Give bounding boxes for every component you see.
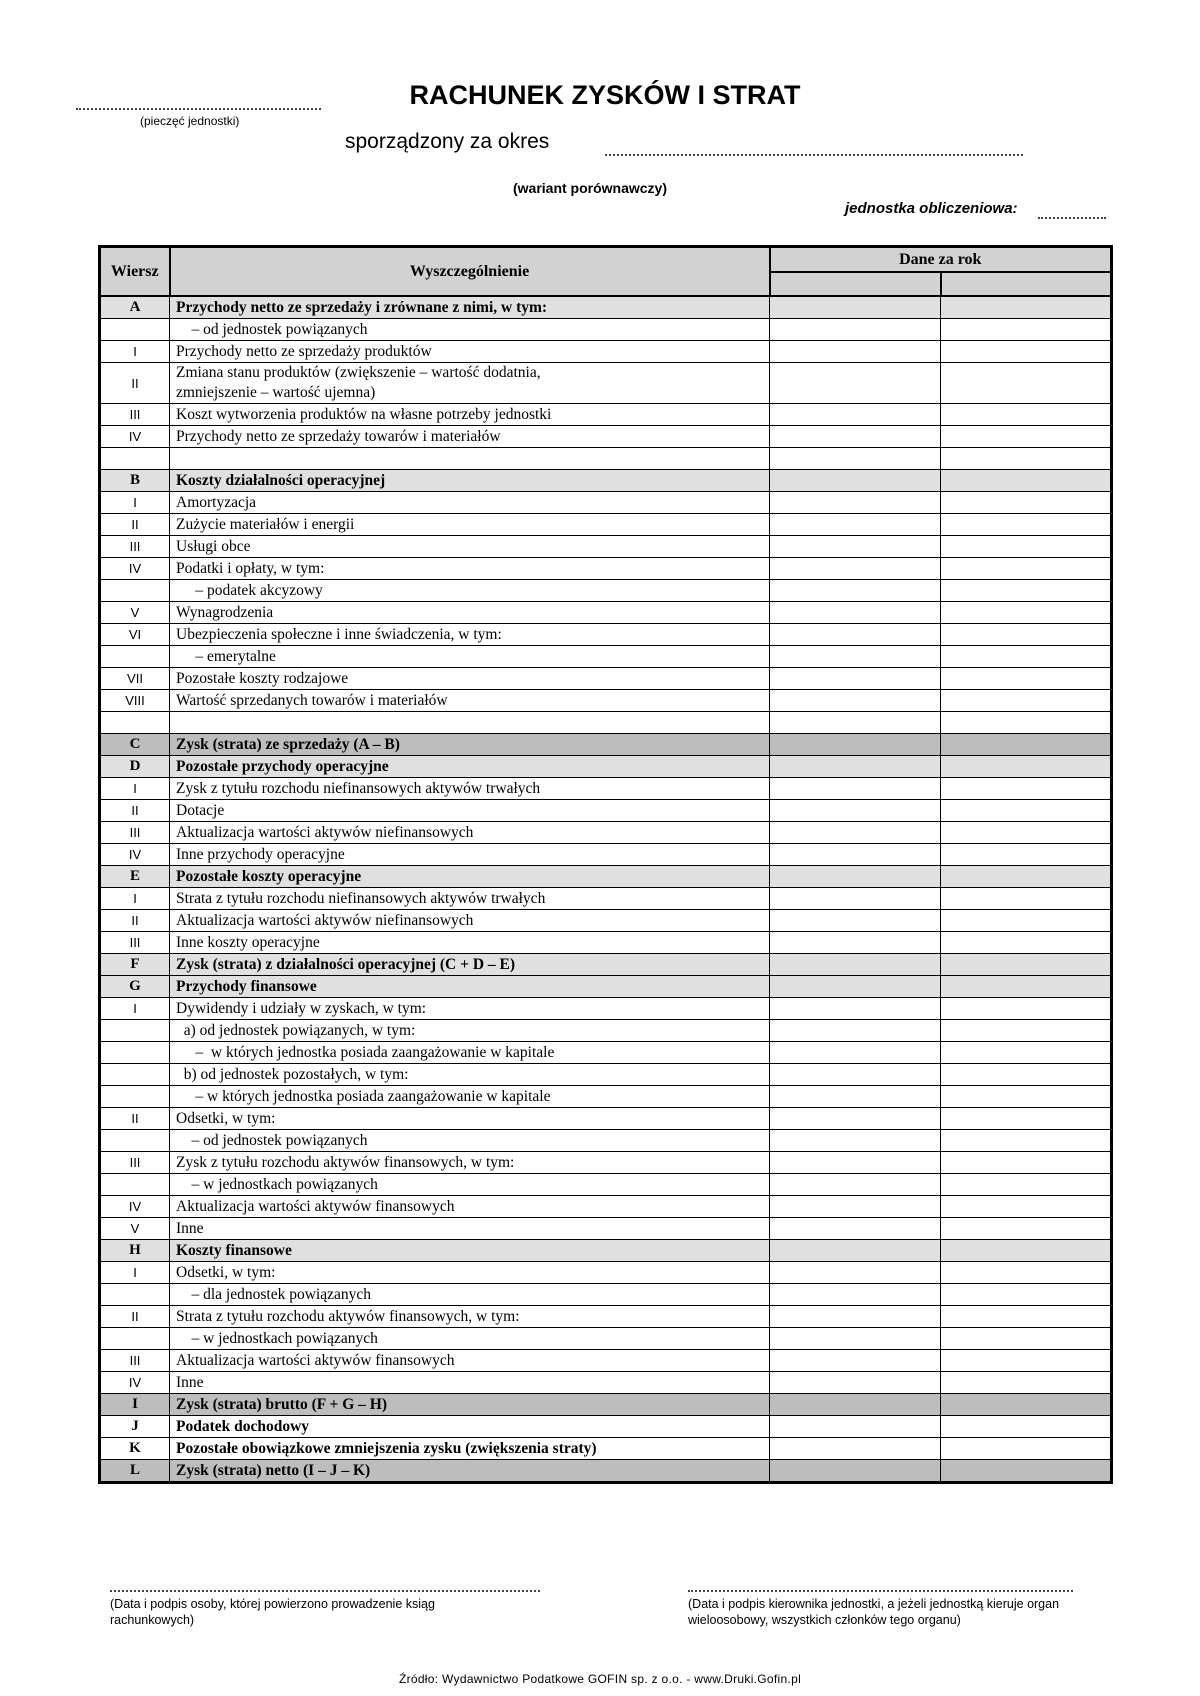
signature-right-label: (Data i podpis kierownika jednostki, a jeżeli jednostką kieruje organ wieloosobowy, wszystkich członków tego organu): [688, 1597, 1060, 1627]
table-row: [100, 756, 1112, 778]
table-row: [100, 448, 1112, 470]
row-value-year-2[interactable]: [941, 1240, 1112, 1262]
row-value-year-2[interactable]: [941, 734, 1112, 756]
table-row: [100, 1086, 1112, 1108]
row-value-year-2[interactable]: [941, 1042, 1112, 1064]
row-value-year-1[interactable]: [770, 954, 941, 976]
row-value-year-1[interactable]: [770, 470, 941, 492]
row-value-year-2[interactable]: [941, 1174, 1112, 1196]
row-value-year-1[interactable]: [770, 1372, 941, 1394]
row-value-year-1[interactable]: [770, 580, 941, 602]
row-label: Inne koszty operacyjne: [170, 932, 770, 954]
row-code: III: [100, 932, 170, 954]
row-value-year-1[interactable]: [770, 888, 941, 910]
row-code: II: [100, 1306, 170, 1328]
row-code: G: [100, 976, 170, 998]
table-row: [100, 976, 1112, 998]
row-value-year-2[interactable]: [941, 426, 1112, 448]
row-label: – w jednostkach powiązanych: [170, 1174, 770, 1196]
row-label: – dla jednostek powiązanych: [170, 1284, 770, 1306]
row-code: I: [100, 778, 170, 800]
row-value-year-2[interactable]: [941, 866, 1112, 888]
row-value-year-1[interactable]: [770, 514, 941, 536]
table-row: [100, 844, 1112, 866]
row-value-year-1[interactable]: [770, 932, 941, 954]
row-label: a) od jednostek powiązanych, w tym:: [170, 1020, 770, 1042]
row-label: Inne: [170, 1218, 770, 1240]
table-row: [100, 668, 1112, 690]
row-code: [100, 580, 170, 602]
table-row: [100, 866, 1112, 888]
row-value-year-2[interactable]: [941, 1152, 1112, 1174]
row-code: VII: [100, 668, 170, 690]
table-row: [100, 1130, 1112, 1152]
col-header-year-1: [770, 272, 941, 296]
unit-dotted-field[interactable]: [1038, 217, 1106, 219]
row-code: [100, 1284, 170, 1306]
row-value-year-1[interactable]: [770, 1152, 941, 1174]
col-header-wiersz: Wiersz: [100, 247, 170, 297]
row-label: Zysk (strata) ze sprzedaży (A – B): [170, 734, 770, 756]
row-code: I: [100, 341, 170, 363]
table-row: [100, 1152, 1112, 1174]
table-body: [100, 296, 1112, 1483]
row-code: IV: [100, 426, 170, 448]
row-code: III: [100, 822, 170, 844]
signature-left-label: (Data i podpis osoby, której powierzono prowadzenie ksiąg rachunkowych): [110, 1597, 435, 1627]
row-value-year-2[interactable]: [941, 1108, 1112, 1130]
row-label: – w których jednostka posiada zaangażowanie w kapitale: [170, 1042, 770, 1064]
row-value-year-2[interactable]: [941, 536, 1112, 558]
row-code: J: [100, 1416, 170, 1438]
row-value-year-1[interactable]: [770, 1196, 941, 1218]
row-label: Pozostałe koszty rodzajowe: [170, 668, 770, 690]
row-value-year-1[interactable]: [770, 363, 941, 404]
row-label: – w których jednostka posiada zaangażowanie w kapitale: [170, 1086, 770, 1108]
table-row: [100, 558, 1112, 580]
table-row: [100, 580, 1112, 602]
row-value-year-1[interactable]: [770, 296, 941, 319]
row-value-year-2[interactable]: [941, 932, 1112, 954]
row-code: IV: [100, 1372, 170, 1394]
row-value-year-1[interactable]: [770, 1284, 941, 1306]
row-code: III: [100, 536, 170, 558]
row-value-year-2[interactable]: [941, 296, 1112, 319]
row-code: [100, 448, 170, 470]
row-value-year-2[interactable]: [941, 492, 1112, 514]
row-value-year-2[interactable]: [941, 341, 1112, 363]
table-row: [100, 1196, 1112, 1218]
row-value-year-1[interactable]: [770, 910, 941, 932]
row-label: Przychody finansowe: [170, 976, 770, 998]
row-value-year-1[interactable]: [770, 404, 941, 426]
row-label: Wynagrodzenia: [170, 602, 770, 624]
row-code: II: [100, 514, 170, 536]
row-value-year-2[interactable]: [941, 1416, 1112, 1438]
row-value-year-2[interactable]: [941, 319, 1112, 341]
table-row: [100, 1042, 1112, 1064]
row-value-year-1[interactable]: [770, 1438, 941, 1460]
row-value-year-1[interactable]: [770, 341, 941, 363]
row-code: I: [100, 492, 170, 514]
table-row: [100, 1262, 1112, 1284]
table-row: [100, 1438, 1112, 1460]
variant-label: (wariant porównawczy): [512, 180, 668, 196]
table-row: [100, 470, 1112, 492]
row-value-year-2[interactable]: [941, 668, 1112, 690]
row-code: I: [100, 998, 170, 1020]
table-row: [100, 734, 1112, 756]
row-value-year-2[interactable]: [941, 404, 1112, 426]
row-code: [100, 1042, 170, 1064]
row-value-year-2[interactable]: [941, 998, 1112, 1020]
row-label: Strata z tytułu rozchodu aktywów finansowych, w tym:: [170, 1306, 770, 1328]
table-row: [100, 296, 1112, 319]
row-value-year-1[interactable]: [770, 1086, 941, 1108]
row-value-year-2[interactable]: [941, 778, 1112, 800]
table-row: [100, 1328, 1112, 1350]
table-row: [100, 888, 1112, 910]
row-value-year-1[interactable]: [770, 822, 941, 844]
row-value-year-2[interactable]: [941, 690, 1112, 712]
row-label: Przychody netto ze sprzedaży produktów: [170, 341, 770, 363]
row-label: Wartość sprzedanych towarów i materiałów: [170, 690, 770, 712]
page-title: RACHUNEK ZYSKÓW I STRAT: [409, 80, 801, 110]
row-value-year-1[interactable]: [770, 646, 941, 668]
row-code: VIII: [100, 690, 170, 712]
table-row: [100, 492, 1112, 514]
table-row: [100, 646, 1112, 668]
row-value-year-2[interactable]: [941, 514, 1112, 536]
table-row: [100, 404, 1112, 426]
row-value-year-1[interactable]: [770, 998, 941, 1020]
row-value-year-1[interactable]: [770, 1240, 941, 1262]
row-value-year-1[interactable]: [770, 844, 941, 866]
table-row: [100, 954, 1112, 976]
table-row: [100, 822, 1112, 844]
row-code: VI: [100, 624, 170, 646]
row-code: III: [100, 404, 170, 426]
table-row: [100, 1350, 1112, 1372]
row-value-year-1[interactable]: [770, 1262, 941, 1284]
row-label: – od jednostek powiązanych: [170, 1130, 770, 1152]
row-value-year-2[interactable]: [941, 1350, 1112, 1372]
stamp-dotted-line: [76, 108, 321, 110]
row-value-year-2[interactable]: [941, 954, 1112, 976]
row-value-year-1[interactable]: [770, 1108, 941, 1130]
row-label: Pozostałe koszty operacyjne: [170, 866, 770, 888]
row-code: L: [100, 1460, 170, 1483]
row-label: Dywidendy i udziały w zyskach, w tym:: [170, 998, 770, 1020]
row-code: A: [100, 296, 170, 319]
row-code: II: [100, 363, 170, 404]
row-value-year-1[interactable]: [770, 492, 941, 514]
row-value-year-2[interactable]: [941, 1394, 1112, 1416]
row-code: I: [100, 1262, 170, 1284]
row-code: IV: [100, 1196, 170, 1218]
row-label: Amortyzacja: [170, 492, 770, 514]
row-label: Zużycie materiałów i energii: [170, 514, 770, 536]
row-value-year-2[interactable]: [941, 1064, 1112, 1086]
unit-label: jednostka obliczeniowa:: [845, 200, 1018, 217]
row-code: [100, 1130, 170, 1152]
row-code: D: [100, 756, 170, 778]
row-code: [100, 319, 170, 341]
row-value-year-1[interactable]: [770, 319, 941, 341]
row-value-year-2[interactable]: [941, 1196, 1112, 1218]
row-code: V: [100, 1218, 170, 1240]
row-value-year-1[interactable]: [770, 448, 941, 470]
row-value-year-1[interactable]: [770, 1042, 941, 1064]
row-label: Strata z tytułu rozchodu niefinansowych aktywów trwałych: [170, 888, 770, 910]
row-value-year-1[interactable]: [770, 734, 941, 756]
row-value-year-1[interactable]: [770, 1394, 941, 1416]
row-label: Inne przychody operacyjne: [170, 844, 770, 866]
row-code: V: [100, 602, 170, 624]
row-label: Koszty finansowe: [170, 1240, 770, 1262]
row-code: II: [100, 1108, 170, 1130]
row-value-year-2[interactable]: [941, 1460, 1112, 1483]
row-value-year-1[interactable]: [770, 426, 941, 448]
row-label: [170, 448, 770, 470]
table-row: [100, 1394, 1112, 1416]
col-header-description: Wyszczególnienie: [170, 247, 770, 297]
table-row: [100, 602, 1112, 624]
source-note: Źródło: Wydawnictwo Podatkowe GOFIN sp. z o.o. - www.Druki.Gofin.pl: [398, 1672, 802, 1686]
table-row: [100, 1416, 1112, 1438]
row-label: – w jednostkach powiązanych: [170, 1328, 770, 1350]
row-code: I: [100, 888, 170, 910]
row-value-year-2[interactable]: [941, 1086, 1112, 1108]
table-row: [100, 536, 1112, 558]
row-label: Podatek dochodowy: [170, 1416, 770, 1438]
table-row: [100, 1460, 1112, 1483]
row-code: E: [100, 866, 170, 888]
row-code: F: [100, 954, 170, 976]
table-row: [100, 910, 1112, 932]
row-value-year-2[interactable]: [941, 822, 1112, 844]
row-label: Zysk z tytułu rozchodu aktywów finansowych, w tym:: [170, 1152, 770, 1174]
row-value-year-2[interactable]: [941, 888, 1112, 910]
row-value-year-2[interactable]: [941, 976, 1112, 998]
row-code: H: [100, 1240, 170, 1262]
row-label: Aktualizacja wartości aktywów niefinansowych: [170, 910, 770, 932]
table-row: [100, 514, 1112, 536]
row-code: K: [100, 1438, 170, 1460]
period-dotted-field[interactable]: [605, 154, 1023, 156]
table-row: [100, 1174, 1112, 1196]
row-code: [100, 1064, 170, 1086]
row-value-year-1[interactable]: [770, 1416, 941, 1438]
table-row: [100, 1306, 1112, 1328]
row-value-year-1[interactable]: [770, 624, 941, 646]
col-header-year-2: [941, 272, 1112, 296]
row-label: Koszt wytworzenia produktów na własne potrzeby jednostki: [170, 404, 770, 426]
row-value-year-1[interactable]: [770, 668, 941, 690]
table-row: [100, 363, 1112, 404]
row-value-year-2[interactable]: [941, 1130, 1112, 1152]
signature-right-dotted-line: [688, 1590, 1073, 1592]
row-code: [100, 712, 170, 734]
table-row: [100, 778, 1112, 800]
row-code: C: [100, 734, 170, 756]
row-value-year-2[interactable]: [941, 800, 1112, 822]
row-label: Dotacje: [170, 800, 770, 822]
row-value-year-2[interactable]: [941, 470, 1112, 492]
row-value-year-2[interactable]: [941, 1306, 1112, 1328]
row-label: Zysk (strata) brutto (F + G – H): [170, 1394, 770, 1416]
row-value-year-2[interactable]: [941, 580, 1112, 602]
row-code: [100, 1328, 170, 1350]
row-value-year-2[interactable]: [941, 712, 1112, 734]
row-label: Odsetki, w tym:: [170, 1108, 770, 1130]
row-label: b) od jednostek pozostałych, w tym:: [170, 1064, 770, 1086]
table-row: [100, 932, 1112, 954]
row-value-year-2[interactable]: [941, 1328, 1112, 1350]
row-code: [100, 1174, 170, 1196]
row-code: IV: [100, 844, 170, 866]
row-code: B: [100, 470, 170, 492]
row-label: Odsetki, w tym:: [170, 1262, 770, 1284]
row-value-year-1[interactable]: [770, 602, 941, 624]
table-row: [100, 800, 1112, 822]
row-value-year-1[interactable]: [770, 1460, 941, 1483]
row-value-year-2[interactable]: [941, 558, 1112, 580]
row-value-year-2[interactable]: [941, 363, 1112, 404]
row-code: III: [100, 1152, 170, 1174]
row-value-year-2[interactable]: [941, 1438, 1112, 1460]
row-value-year-2[interactable]: [941, 910, 1112, 932]
row-value-year-1[interactable]: [770, 1328, 941, 1350]
row-value-year-1[interactable]: [770, 1218, 941, 1240]
row-value-year-1[interactable]: [770, 800, 941, 822]
table-row: [100, 712, 1112, 734]
table-row: [100, 1020, 1112, 1042]
row-value-year-1[interactable]: [770, 1130, 941, 1152]
profit-loss-table: [98, 245, 1113, 1484]
row-label: [170, 712, 770, 734]
table-row: [100, 624, 1112, 646]
table-row: [100, 426, 1112, 448]
row-label: Podatki i opłaty, w tym:: [170, 558, 770, 580]
row-value-year-2[interactable]: [941, 1218, 1112, 1240]
row-value-year-2[interactable]: [941, 844, 1112, 866]
row-label: Inne: [170, 1372, 770, 1394]
row-value-year-2[interactable]: [941, 1262, 1112, 1284]
table-row: [100, 1240, 1112, 1262]
row-label: – od jednostek powiązanych: [170, 319, 770, 341]
row-value-year-2[interactable]: [941, 756, 1112, 778]
table-row: [100, 1218, 1112, 1240]
row-code: IV: [100, 558, 170, 580]
table-row: [100, 690, 1112, 712]
signature-left-dotted-line: [110, 1590, 540, 1592]
row-label: Aktualizacja wartości aktywów finansowych: [170, 1350, 770, 1372]
row-value-year-1[interactable]: [770, 1350, 941, 1372]
row-label: Aktualizacja wartości aktywów niefinansowych: [170, 822, 770, 844]
table-row: [100, 1284, 1112, 1306]
row-label: Zysk (strata) z działalności operacyjnej (C + D – E): [170, 954, 770, 976]
row-label: Przychody netto ze sprzedaży towarów i materiałów: [170, 426, 770, 448]
row-value-year-1[interactable]: [770, 712, 941, 734]
table-row: [100, 1064, 1112, 1086]
row-label: Pozostałe przychody operacyjne: [170, 756, 770, 778]
table-row: [100, 341, 1112, 363]
row-label: Zysk z tytułu rozchodu niefinansowych aktywów trwałych: [170, 778, 770, 800]
table-row: [100, 319, 1112, 341]
row-label: Koszty działalności operacyjnej: [170, 470, 770, 492]
row-label: Ubezpieczenia społeczne i inne świadczenia, w tym:: [170, 624, 770, 646]
stamp-label: (pieczęć jednostki): [140, 114, 240, 128]
row-value-year-2[interactable]: [941, 646, 1112, 668]
row-code: [100, 1086, 170, 1108]
row-value-year-1[interactable]: [770, 1020, 941, 1042]
row-value-year-1[interactable]: [770, 558, 941, 580]
row-value-year-1[interactable]: [770, 756, 941, 778]
row-code: [100, 1020, 170, 1042]
row-label: – emerytalne: [170, 646, 770, 668]
row-code: [100, 646, 170, 668]
row-value-year-2[interactable]: [941, 1020, 1112, 1042]
row-value-year-2[interactable]: [941, 1284, 1112, 1306]
row-code: III: [100, 1350, 170, 1372]
row-value-year-1[interactable]: [770, 778, 941, 800]
row-label: Aktualizacja wartości aktywów finansowych: [170, 1196, 770, 1218]
row-label: Przychody netto ze sprzedaży i zrównane z nimi, w tym:: [170, 296, 770, 319]
row-value-year-1[interactable]: [770, 1174, 941, 1196]
row-value-year-1[interactable]: [770, 536, 941, 558]
row-code: I: [100, 1394, 170, 1416]
row-value-year-1[interactable]: [770, 1064, 941, 1086]
table-header-row: [100, 247, 1112, 273]
row-value-year-2[interactable]: [941, 1372, 1112, 1394]
row-value-year-1[interactable]: [770, 690, 941, 712]
row-value-year-1[interactable]: [770, 866, 941, 888]
row-label: Zysk (strata) netto (I – J – K): [170, 1460, 770, 1483]
table-row: [100, 1372, 1112, 1394]
row-code: II: [100, 910, 170, 932]
row-value-year-2[interactable]: [941, 624, 1112, 646]
row-label: Pozostałe obowiązkowe zmniejszenia zysku (zwiększenia straty): [170, 1438, 770, 1460]
table-row: [100, 998, 1112, 1020]
period-label: sporządzony za okres: [345, 130, 550, 153]
col-header-dane-za-rok: Dane za rok: [770, 247, 1112, 273]
row-label: – podatek akcyzowy: [170, 580, 770, 602]
row-label: Zmiana stanu produktów (zwiększenie – wartość dodatnia, zmniejszenie – wartość ujemna): [170, 363, 770, 404]
row-value-year-2[interactable]: [941, 448, 1112, 470]
row-code: II: [100, 800, 170, 822]
row-label: Usługi obce: [170, 536, 770, 558]
row-value-year-1[interactable]: [770, 1306, 941, 1328]
row-value-year-1[interactable]: [770, 976, 941, 998]
row-value-year-2[interactable]: [941, 602, 1112, 624]
table-row: [100, 1108, 1112, 1130]
